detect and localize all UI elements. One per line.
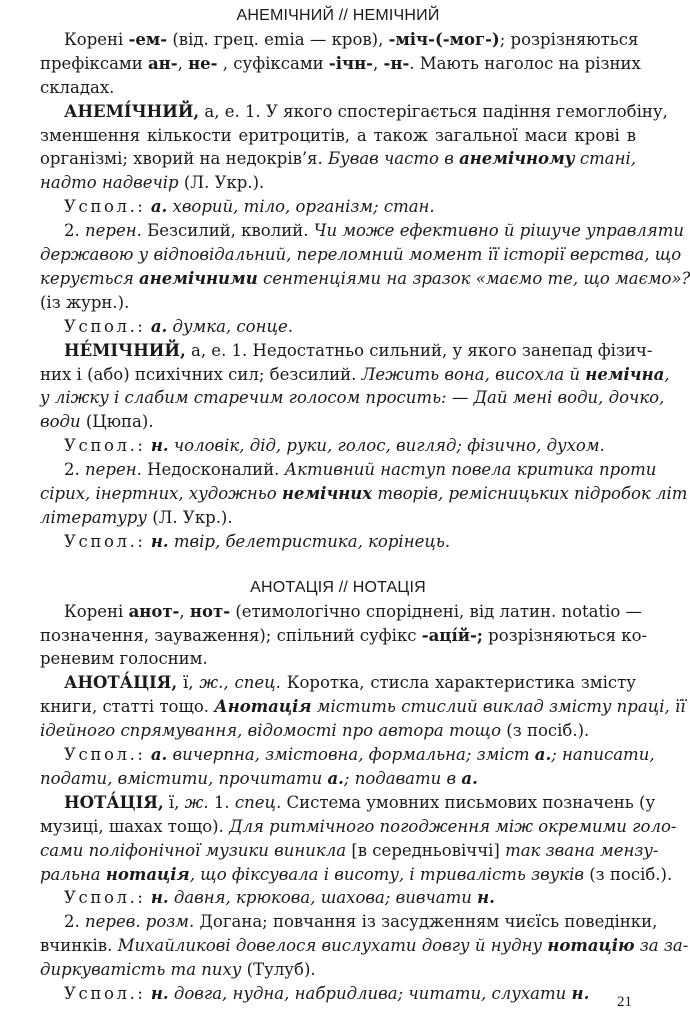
text-line xyxy=(40,506,636,530)
italic-text: ж. xyxy=(184,792,209,812)
italic-text: творів, ремісницьких підробок літ xyxy=(372,484,688,503)
italic-text: Бував часто в xyxy=(328,149,460,169)
italic-text: , xyxy=(664,364,670,384)
italic-text: ж., спец xyxy=(199,673,276,693)
text-segment: . Догана; повчання із засудженням чиєїсь поведінки, xyxy=(189,912,658,932)
text-segment: ї, xyxy=(163,792,185,812)
text-line xyxy=(40,315,636,339)
italic-text: чоловік, дід, руки, голос, вигляд; фізично, духом. xyxy=(168,436,605,456)
text-segment: . Коротка, стисла характеристика змісту xyxy=(275,673,636,693)
text-segment: [в середньовіччі] xyxy=(346,840,506,860)
italic-text: сентенціями на зразок «маємо те, що маємо»? xyxy=(257,268,690,288)
usage-label: Успол.: xyxy=(64,197,146,217)
text-segment: , xyxy=(177,53,189,73)
italic-text: Чи може ефективно й рішуче управляти xyxy=(313,221,685,241)
text-segment: вчинків. xyxy=(40,936,118,956)
text-segment: складах. xyxy=(40,77,115,97)
emphasis-bold-italic: н. xyxy=(571,984,590,1003)
italic-text: ; написати, xyxy=(551,745,655,764)
italic-text: подати, вмістити, прочитати xyxy=(40,768,328,788)
text-line xyxy=(40,958,636,982)
emphasis-bold-italic: а. xyxy=(150,745,168,764)
emphasis-bold-italic: а. xyxy=(150,316,168,336)
usage-label: Успол.: xyxy=(64,888,146,908)
text-line xyxy=(40,291,636,315)
text-segment: книги, статті тощо. xyxy=(40,697,215,717)
italic-text: перев. розм xyxy=(85,912,189,932)
text-line xyxy=(40,839,659,863)
text-segment: (з посіб.). xyxy=(584,864,673,884)
italic-text: державою у відповідальний, переломний момент її історії верства, що xyxy=(40,245,682,264)
emphasis-bold-italic: немічних xyxy=(281,484,373,503)
text-segment: (етимологічно споріднені, від латин. notatio — xyxy=(230,601,643,621)
headword-bold: -аці́й-; xyxy=(421,625,483,645)
italic-text: думка, сонце. xyxy=(167,316,293,336)
text-segment: розрізняються ко- xyxy=(482,625,648,645)
text-line xyxy=(40,339,653,363)
emphasis-bold-italic: а. xyxy=(534,745,552,764)
text-segment: них і (або) психічних сил; безсилий. xyxy=(40,364,362,384)
text-segment: Корені xyxy=(64,29,129,49)
italic-text: перен xyxy=(85,460,137,480)
italic-text: води xyxy=(40,412,81,432)
usage-label: Успол.: xyxy=(64,436,146,456)
text-segment: (Цюпа). xyxy=(80,412,154,432)
text-line xyxy=(40,458,657,482)
italic-text: хворий, тіло, організм; стан. xyxy=(167,197,435,217)
italic-text: твір, белетристика, корінець. xyxy=(168,531,451,551)
italic-text: літературу xyxy=(40,507,147,527)
usage-label: Успол.: xyxy=(64,531,146,551)
emphasis-bold-italic: анемічному xyxy=(459,149,575,169)
text-segment: префіксами xyxy=(40,53,148,73)
emphasis-bold-italic: анемічними xyxy=(139,268,258,288)
italic-text: сірих, інертних, художньо xyxy=(40,484,282,503)
text-line xyxy=(40,624,648,648)
text-line xyxy=(40,76,636,100)
emphasis-bold-italic: н. xyxy=(150,436,169,456)
usage-label: Успол.: xyxy=(64,316,146,336)
headword-bold: ан- xyxy=(147,53,178,73)
text-line xyxy=(40,219,685,243)
text-segment: . Безсилий, кволий. xyxy=(136,221,314,241)
italic-text: спец xyxy=(234,792,277,812)
text-line xyxy=(40,647,636,671)
headword-bold: НЕ́МІЧНИЙ, xyxy=(64,340,186,360)
text-segment: 2. xyxy=(64,460,85,480)
text-line xyxy=(40,410,636,434)
text-segment: . Мають наголос на різних xyxy=(409,53,641,73)
italic-text: за за- xyxy=(634,936,689,956)
headword-bold: анот- xyxy=(128,601,180,621)
headword-bold: -ічн- xyxy=(328,53,374,73)
italic-text: так звана мензу- xyxy=(505,840,659,860)
text-segment: , суфіксами xyxy=(217,53,329,73)
italic-text: надто надвечір xyxy=(40,173,179,193)
text-line xyxy=(40,695,686,719)
text-segment: ; розрізняються xyxy=(499,29,639,49)
text-segment: організмі; хворий на недокрів’я. xyxy=(40,149,329,169)
italic-text: ральна xyxy=(40,864,106,884)
text-segment: (Л. Укр.). xyxy=(146,507,233,527)
text-line xyxy=(40,100,668,124)
italic-text: містить стислий виклад змісту праці, її xyxy=(311,697,686,717)
text-line xyxy=(40,386,665,410)
text-line xyxy=(40,434,636,458)
italic-text: Для ритмічного погодження між окремими голо- xyxy=(229,816,677,836)
text-segment: (із журн.). xyxy=(40,292,130,312)
italic-text: перен xyxy=(85,221,137,241)
headword-bold: НОТА́ЦІЯ, xyxy=(64,792,164,812)
text-line xyxy=(40,171,636,195)
text-segment: (Л. Укр.). xyxy=(178,173,265,193)
text-segment: . Система умовних письмових позначень (у xyxy=(276,792,656,812)
text-segment: (Тулуб). xyxy=(241,960,316,980)
page-number: 21 xyxy=(617,994,632,1010)
text-segment: АНОТАЦІЯ // НОТАЦІЯ xyxy=(250,578,426,596)
text-line xyxy=(40,791,656,815)
text-line xyxy=(40,719,636,743)
text-line xyxy=(40,910,658,934)
text-line xyxy=(40,363,670,387)
text-segment: позначення, зауваження); спільний суфікс xyxy=(40,625,422,645)
text-line xyxy=(40,863,673,887)
italic-text: керується xyxy=(40,268,140,288)
text-segment: . Недосконалий. xyxy=(136,460,285,480)
text-line xyxy=(40,482,688,506)
emphasis-bold-italic: нотація xyxy=(105,864,190,884)
text-segment: 2. xyxy=(64,912,85,932)
text-segment: музиці, шахах тощо). xyxy=(40,816,230,836)
emphasis-bold-italic: н. xyxy=(150,531,169,551)
text-segment: ї, xyxy=(177,673,200,693)
text-line xyxy=(40,815,677,839)
emphasis-bold-italic: н. xyxy=(477,888,495,908)
italic-text: сами поліфонічної музики виникла xyxy=(40,840,347,860)
text-segment: зменшення кількости еритроцитів, а також загальної маси крові в xyxy=(40,125,636,145)
usage-label: Успол.: xyxy=(64,745,146,764)
text-line xyxy=(40,886,636,910)
italic-text: диркуватість та пиху xyxy=(40,960,242,980)
emphasis-bold-italic: а. xyxy=(461,768,478,788)
text-line xyxy=(40,743,655,767)
text-segment: , xyxy=(179,601,190,621)
emphasis-bold-italic: а. xyxy=(327,768,344,788)
text-segment: (з посіб.). xyxy=(501,721,590,741)
headword-bold: нот- xyxy=(189,601,231,621)
text-segment: , xyxy=(373,53,384,73)
italic-text: , що фіксувала і висоту, і тривалість звуків xyxy=(189,864,584,884)
text-line xyxy=(40,530,636,554)
text-segment: (від. грец. emia — кров), xyxy=(167,29,389,49)
headword-bold: -міч-(-мог-) xyxy=(388,29,500,49)
italic-text: Лежить вона, висохла й xyxy=(361,364,586,384)
emphasis-bold-italic: н. xyxy=(150,984,169,1003)
emphasis-bold-italic: Анотація xyxy=(214,697,312,717)
italic-text: Активний наступ повела критика проти xyxy=(284,460,657,480)
text-line xyxy=(40,982,636,1006)
headword-bold: не- xyxy=(188,53,218,73)
italic-text: вичерпна, змістовна, формальна; зміст xyxy=(167,745,535,764)
headword-bold: -н- xyxy=(383,53,410,73)
emphasis-bold-italic: нотацію xyxy=(547,936,635,956)
headword-bold: АНЕМІ́ЧНИЙ, xyxy=(64,101,200,121)
text-segment: а, е. 1. Недостатньо сильний, у якого занепад фізич- xyxy=(185,340,653,360)
italic-text: ідейного спрямування, відомості про автора тощо xyxy=(40,721,502,741)
italic-text: довга, нудна, набридлива; читати, слухати xyxy=(168,984,572,1003)
text-line xyxy=(40,147,636,171)
text-line xyxy=(40,195,636,219)
italic-text: давня, крюкова, шахова; вивчати xyxy=(168,888,478,908)
text-line xyxy=(40,934,689,958)
headword-bold: АНОТА́ЦІЯ, xyxy=(64,673,178,693)
text-segment: реневим голосним. xyxy=(40,649,208,669)
usage-label: Успол.: xyxy=(64,984,146,1003)
text-line xyxy=(40,243,682,267)
text-line xyxy=(40,767,636,791)
headword-bold: -ем- xyxy=(128,29,168,49)
italic-text: Михайликові довелося вислухати довгу й нудну xyxy=(117,936,548,956)
text-segment: а, е. 1. У якого спостерігається падіння гемоглобіну, xyxy=(199,101,668,121)
text-segment: 2. xyxy=(64,221,85,241)
emphasis-bold-italic: н. xyxy=(150,888,169,908)
text-line xyxy=(40,671,636,695)
text-line xyxy=(40,52,641,76)
emphasis-bold-italic: немічна xyxy=(585,364,665,384)
italic-text: у ліжку і слабим старечим голосом просить: — Дай мені води, дочко, xyxy=(40,388,665,408)
text-segment: Корені xyxy=(64,601,129,621)
text-segment: АНЕМІЧНИЙ // НЕМІЧНИЙ xyxy=(236,7,440,24)
text-line xyxy=(40,267,690,291)
text-line xyxy=(40,124,636,148)
italic-text: ; подавати в xyxy=(343,768,462,788)
text-segment: 1. xyxy=(208,792,235,812)
emphasis-bold-italic: а. xyxy=(150,197,168,217)
section-heading xyxy=(40,4,636,28)
section-heading xyxy=(40,576,636,600)
text-line xyxy=(40,600,643,624)
text-line xyxy=(40,28,639,52)
italic-text: стані, xyxy=(574,149,636,169)
